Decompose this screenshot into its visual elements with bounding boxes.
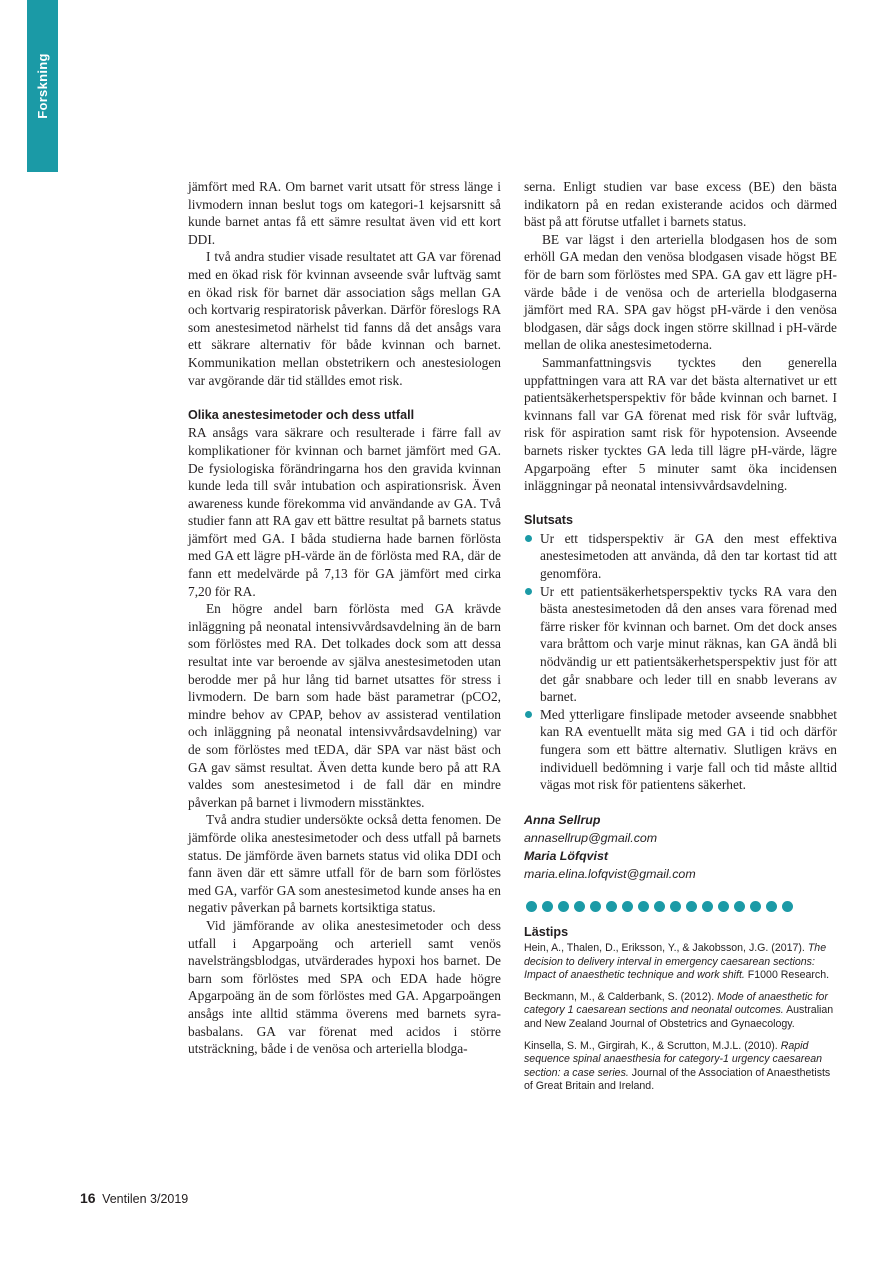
reference-item: Kinsella, S. M., Girgirah, K., & Scrutton, M.J.L. (2010). Rapid sequence spinal anaesthesia for category-1 urgency caesarean section: a case series. Journal of the Association of Anaesthetists of Great Britain and Ireland. <box>524 1039 831 1093</box>
author-email[interactable]: maria.elina.lofqvist@gmail.com <box>524 867 696 882</box>
author-email[interactable]: annasellrup@gmail.com <box>524 831 658 846</box>
right-column <box>524 178 837 1102</box>
conclusions-heading: Slutsats <box>524 513 573 528</box>
section-tab <box>27 0 58 172</box>
paragraph: I två andra studier visade resultatet att GA var förenad med en ökad risk för kvinnan avseende svår luftväg samt en ökad risk för barnet där association sågs mellan GA och kortvarig respiratorisk påverkan. Därför föreslogs RA som anestesimetod närhelst tid fanns då det ansågs vara ett säkrare alternativ för både kvinnan och barnet. Kommunikation mellan obstetrikern och anestesiologen var avgörande där tid ställdes emot risk. <box>188 249 501 388</box>
reference-item: Beckmann, M., & Calderbank, S. (2012). Mode of anaesthetic for category 1 caesarean sections and neonatal outcomes. Australian and New Zealand Journal of Obstetrics and Gynaecology. <box>524 990 834 1030</box>
list-item: Ur ett tidsperspektiv är GA den mest effektiva anestesimetoden att använda, då den tar kortast tid att genomföra. <box>524 530 837 583</box>
bullet-icon <box>525 588 532 595</box>
section-tab-label: Forskning <box>35 53 50 119</box>
reading-tips-heading: Lästips <box>524 925 569 940</box>
publication-name: Ventilen 3/2019 <box>102 1192 189 1206</box>
author-name: Anna Sellrup <box>524 813 601 828</box>
paragraph: RA ansågs vara säkrare och resulterade i färre fall av komplikationer för kvinnan och barnet jämfört med GA. De fysiologiska förändringarna hos den gravida kvinnan kunde leda till svår intubation och aspirationsrisk. Även awareness kunde förekomma vid användande av GA. Två studier fann att RA gav ett bättre resultat på barnets status jämfört med GA. I båda studierna hade barnen förlösta med GA ett lägre pH-värde än de förlösta med RA, där de fann ett medelvärde på 7,13 för GA jämfört med cirka 7,20 för RA. <box>188 425 501 599</box>
paragraph: Sammanfattningsvis tycktes den generella uppfattningen vara att RA var det bästa alternativet ur ett patientsäkerhetsperspektiv för både kvinnan och barnet. I kvinnans fall var GA förenat med risk för svår luftväg, risk för aspiration samt risk för hypotension. Avseende barnets risker tycktes GA leda till lägre pH-värde, lägre Apgarpoäng efter 5 minuter samt öka incidensen inläggningar på neonatal intensivvårdsavdelning. <box>524 354 837 494</box>
paragraph: BE var lägst i den arteriella blodgasen hos de som erhöll GA medan den venösa blodgasen visade högst BE för de barn som förlöstes med SPA. GA gav ett lägre pH-värde både i de venösa och de arteriella blodgaserna jämfört med RA. SPA gav högst pH-värde i den venösa blodgasen, där sågs dock ingen större skillnad i pH-värde mellan de olika anestesimetoderna. <box>524 231 837 353</box>
left-column <box>188 178 501 1058</box>
paragraph: En högre andel barn förlösta med GA krävde inläggning på neonatal intensivvårdsavdelning än de barn som förlöstes med RA. Det tolkades dock som att dessa resultat inte var beroende av själva anestesimetoden utan berodde mer på hur lång tid barnet utsattes för stress i livmodern. De barn som hade bäst parametrar (pCO2, mindre behov av CPAP, behov av assisterad ventilation och inläggning på neonatal intensivvårdsavdelning) var de som förlöstes med tEDA, där SPA var näst bäst och GA gav sämst resultat. Även detta kunde bero på att RA valdes som anestesimetod i de fall där en mindre påverkan på barnet i livmodern misstänktes. <box>188 601 501 810</box>
list-item: Med ytterligare finslipade metoder avseende snabbhet kan RA eventuellt mäta sig med GA i tid och därför fungera som ett bättre alternativ. Slutligen krävs en individuell bedömning i varje fall och tid måste alltid vägas mot risk för patientens säkerhet. <box>524 706 837 794</box>
bullet-icon <box>525 535 532 542</box>
reference-item: Hein, A., Thalen, D., Eriksson, Y., & Jakobsson, J.G. (2017). The decision to delivery interval in emergency caesarean sections: Impact of anaesthetic technique and work shift. F1000 Research. <box>524 941 830 982</box>
page-footer <box>80 1190 188 1206</box>
paragraph: serna. Enligt studien var base excess (BE) den bästa indikatorn på en redan existerande acidos och därmed bäst på att förutse utfallet i barnets status. <box>524 179 837 230</box>
paragraph: Vid jämförande av olika anestesimetoder och dess utfall i Apgarpoäng och arteriell samt venös navelsträngsblodgas, utvärderades hypoxi hos barnet. De barn som förlöstes med SPA och EDA hade högre Apgarpoäng än de som förlöstes med GA. Apgarpoängen ansågs inte alltid stämma överens med barnets syra-basbalans. GA var förenat med acidos i större utsträckning, både i de venösa och arteriella blodga- <box>188 917 501 1057</box>
paragraph: Två andra studier undersökte också detta fenomen. De jämförde olika anestesimetoder och dess utfall på barnets status. De jämförde även barnets status vid olika DDI och fann även där ett sämre utfall för de barn som förlöstes med GA, varför GA som anestesimetod kunde anses ha en negativ påverkan på barnets kortsiktiga status. <box>188 812 501 916</box>
paragraph: jämfört med RA. Om barnet varit utsatt för stress länge i livmodern innan beslut togs om kategori-1 kejsarsnitt så kunde barnet antas få ett sämre resultat även vid ett kort DDI. <box>188 179 501 247</box>
conclusions-list <box>524 530 837 794</box>
bullet-icon <box>525 711 532 718</box>
author-name: Maria Löfqvist <box>524 849 608 864</box>
page-number: 16 <box>80 1190 96 1206</box>
section-heading: Olika anestesimetoder och dess utfall <box>188 407 415 422</box>
dot-divider <box>526 901 837 912</box>
list-item: Ur ett patientsäkerhetsperspektiv tycks RA vara den bästa anestesimetoden då den anses vara förenad med färre risker för kvinnan och barnet. Om det dock anses vara bråttom och varje minut räknas, kan GA ändå bli nödvändig ur ett patientsäkerhetsperspektiv just för att det går snabbare och leder till en snabb leverans av barnet. <box>524 583 837 706</box>
